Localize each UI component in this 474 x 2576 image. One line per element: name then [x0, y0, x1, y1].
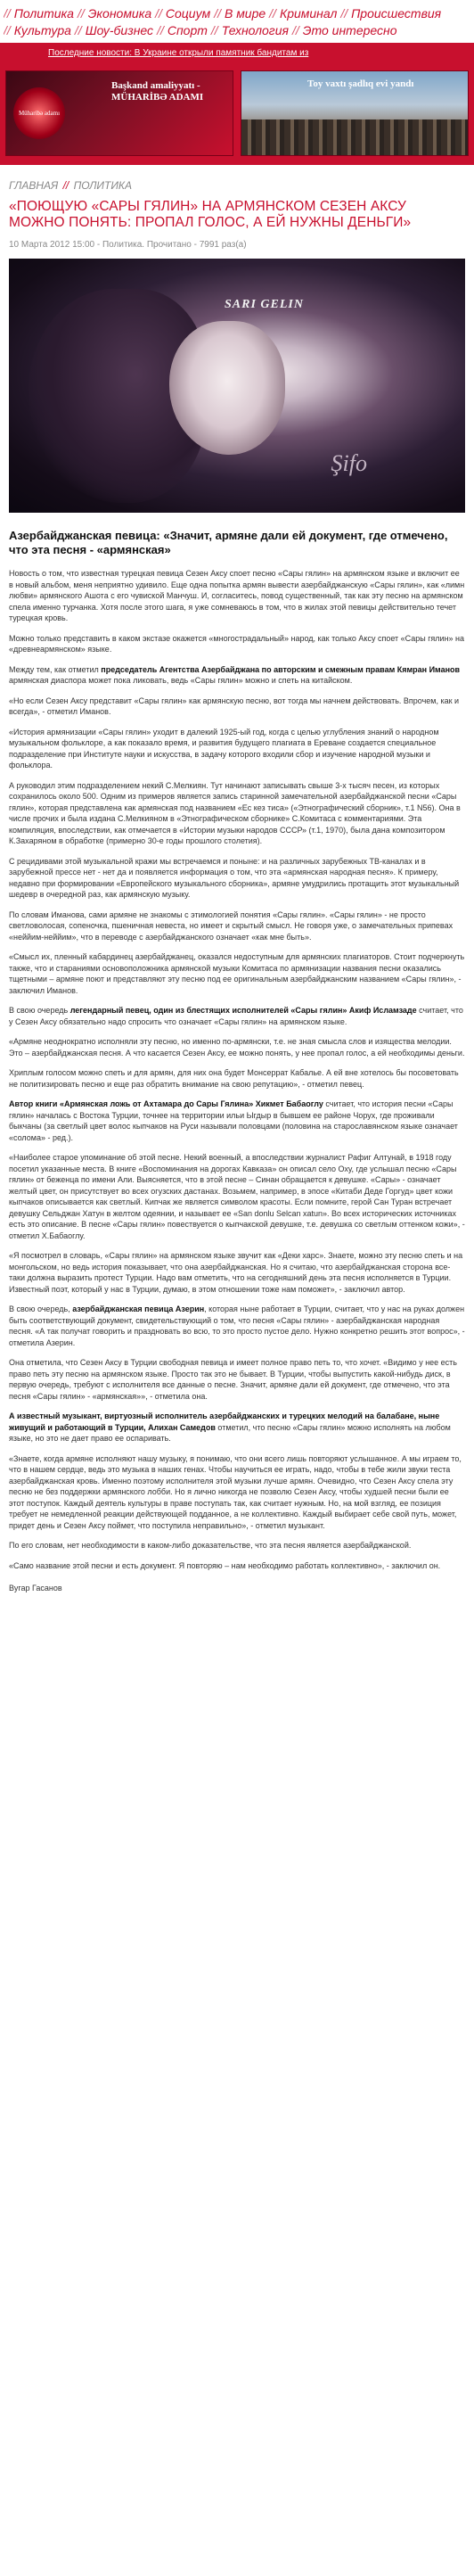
article-paragraph: Хриплым голосом можно спеть и для армян, для них она будет Монсеррат Кабалье. А ей вне хотелось бы посоветовать не политизировать песню и еще раз обратить внимание на свою репутацию», - отметил певец. — [9, 1068, 459, 1089]
nav-item[interactable]: Социум — [165, 6, 211, 21]
paragraph-emphasis: Автор книги «Армянская ложь от Ахтамара до Сары Гялина» Хикмет Бабаоглу — [9, 1099, 323, 1108]
article-subtitle: Азербайджанская певица: «Значит, армяне дали ей документ, где отмечено, что эта песня - «армянская» — [9, 529, 448, 556]
paragraph-text: отметил, что песню «Сары гялин» можно исполнять на любом языке, но это не дает право ее оспаривать. — [9, 1422, 451, 1443]
nav-separator: // — [4, 6, 11, 21]
article-paragraph — [9, 1411, 465, 1444]
paragraph-emphasis: азербайджанская певица Азерин — [72, 1304, 205, 1313]
nav-item[interactable]: Происшествия — [351, 6, 442, 21]
promo-title: Toy vaxtı şadlıq evi yandı — [307, 78, 414, 89]
article-paragraph: «Смысл их, пленный кабардинец азербайджанец, оказался недоступным для армянских плагиаторов. Стоит подчеркнуть также, что и стараниями основоположника армянской музыки Комитаса по армянизации названия песни оказались тщетными – армяне поют и представляют эту песню под ее оригинальным азербайджанским названием «Сары гялин», - заключил Иманов. — [9, 952, 465, 995]
promo-title: Başkand amaliyyatı -MÜHARİBƏ ADAMI — [111, 80, 204, 103]
promo-photo — [241, 119, 468, 155]
nav-row-1 — [4, 5, 472, 22]
paragraph-text: армянская диаспора может пока ликовать, ведь «Сары гялин» можно и спеть на китайском. — [9, 676, 353, 685]
nav-separator: // — [214, 6, 221, 21]
nav-separator: // — [77, 6, 85, 21]
nav-item[interactable]: Это интересно — [302, 23, 397, 37]
promo-card-wedding-hall[interactable] — [241, 70, 469, 156]
latest-news-ticker — [0, 45, 474, 62]
article-paragraph: С рецидивами этой музыкальной кражи мы встречаемся и поныне: и на различных зарубежных ТВ-каналах и в зарубежной прессе нет - нет да и появляется информация о том, что эта «армянская народная песня». К примеру, недавно при формировании «Европейского музыкального сборника», армяне умудрились протащить этот музыкальный шедевр в очередной раз, как армянскую музыку. — [9, 856, 460, 899]
article-paragraph: Можно только представить в каком экстазе окажется «многострадальный» народ, как только Аксу споет «Сары гялин» на «древнеармянском» языке. — [9, 633, 465, 654]
promo-card-war-man[interactable] — [5, 70, 233, 156]
nav-item[interactable]: Культура — [13, 23, 71, 37]
breadcrumb-separator: // — [62, 179, 69, 192]
paragraph-emphasis: председатель Агентства Азербайджана по авторским и смежным правам Кямран Иманов — [101, 664, 461, 674]
promo-banners — [0, 62, 474, 165]
nav-item[interactable]: Экономика — [87, 6, 152, 21]
nav-item[interactable]: Спорт — [167, 23, 208, 37]
paragraph-text: В свою очередь, — [9, 1304, 73, 1313]
nav-item[interactable]: Технология — [221, 23, 289, 37]
article-paragraph: По словам Иманова, сами армяне не знакомы с этимологией понятия «Сары гялин». «Сары гялин» - не просто светловолосая, сопеночка, пшеничная невеста, но имеет и скрытый смысл. Не говоря уже, о замечательных припевах «неййим-неййим», что в переводе с азербайджанского означает «как мне быть». — [9, 909, 454, 942]
article-paragraph: «Но если Сезен Аксу представит «Сары гялин» как армянскую песню, вот тогда мы начнем действовать. Впрочем, как и всегда», - отметил Иманов. — [9, 695, 460, 716]
promo-logo: Müharibə adamı — [13, 87, 65, 139]
nav-separator: // — [291, 23, 299, 37]
breadcrumb — [0, 165, 474, 197]
breadcrumb-home[interactable]: ГЛАВНАЯ — [9, 179, 59, 192]
article-paragraph: А руководил этим подразделением некий С.Мелкиян. Тут начинают записывать свыше 3-х тысяч песен, из которых сохранилось около 500. Одним из примеров является запись старинной замечательной азербайджанской песни «Сары гялин», которая представлена как армянская под названием «Ес кез тиса» («Этнографический сборник», т.1 N56). Она в числе прочих и была издана С.Мелкияном в «Этнографическом сборнике» С.Комитаса с комментариями. Эта компиляция, впоследствии, как отмечается в «Истории музыки народов СССР» (т.1, 1970), была дана композитором К.Захаряном в обработке (примерно 30-е годы прошлого столетия). — [9, 780, 461, 845]
image-caption: SARI GELIN — [225, 298, 304, 311]
latest-news-link[interactable]: Последние новости: В Украине открыли памятник бандитам из — [48, 48, 309, 58]
nav-item[interactable]: Шоу-бизнес — [85, 23, 154, 37]
paragraph-emphasis: А известный музыкант, виртуозный исполнитель азербайджанских и турецких мелодий на балабане, ныне живущий и работающий в Турции, Алихан Самедов — [9, 1411, 440, 1432]
image-signature: Şifo — [331, 450, 367, 476]
article-paragraphs — [9, 568, 465, 1571]
article-paragraph: По его словам, нет необходимости в каком-либо доказательстве, что эта песня является азербайджанской. — [9, 1541, 412, 1550]
image-face-shape — [169, 321, 285, 455]
nav-item[interactable]: Криминал — [279, 6, 338, 21]
article-paragraph: «Я посмотрел в словарь, «Сары гялин» на армянском языке звучит как «Деки харс». Знаете, можно эту песню спеть и на монгольском, но ведь история показывает, что она азербайджанская. Но я считаю, что азербайджанская сторона все-таки должна выразить протест Турции. Надо вам отметить, что на сегодняшний день эта песня исполняется в Турции. Известный поэт, который у нас в Турции, думаю, в этом отношении тоже нам поможет», - заключил автор. — [9, 1251, 463, 1294]
article-paragraph: «Само название этой песни и есть документ. Я повторяю – нам необходимо работать коллективно», - заключил он. — [9, 1560, 441, 1570]
article-author: Вугар Гасанов — [9, 1584, 62, 1593]
paragraph-text: , которая ныне работает в Турции, считает, что у нас на руках должен быть соответствующий документ, свидетельствующий о том, что песня «Сары гялин» - азербайджанская народная песня. «А так получат говорить и праздновать во всю, то это просто пустое дело. Нужно конкретно решить этот вопрос», - отметила Азерин. — [9, 1304, 465, 1347]
nav-separator: // — [340, 6, 348, 21]
article-meta: 10 Марта 2012 15:00 - Политика. Прочитано - 7991 раз(а) — [9, 240, 247, 250]
nav-item[interactable]: Политика — [13, 6, 74, 21]
article-paragraph — [9, 1005, 465, 1027]
article-paragraph — [9, 664, 465, 687]
nav-separator: // — [74, 23, 82, 37]
paragraph-text: Между тем, как отметил — [9, 664, 102, 674]
nav-separator: // — [269, 6, 276, 21]
paragraph-text: считает, что у Сезен Аксу обязательно надо спросить что означает «Сары гялин» на армянском языке. — [9, 1006, 463, 1026]
nav-separator: // — [157, 23, 164, 37]
article-paragraph — [9, 1304, 465, 1348]
article-image — [9, 259, 465, 513]
nav-item[interactable]: В мире — [224, 6, 266, 21]
article-paragraph — [9, 1099, 465, 1143]
article-title: «ПОЮЩУЮ «САРЫ ГЯЛИН» НА АРМЯНСКОМ СЕЗЕН АКСУ МОЖНО ПОНЯТЬ: ПРОПАЛ ГОЛОС, А ЕЙ НУЖНЫ ДЕНЬГИ» — [9, 199, 412, 230]
paragraph-emphasis: легендарный певец, один из блестящих исполнителей «Сары гялин» Акиф Исламзаде — [69, 1006, 417, 1015]
article-paragraph: «Наиболее старое упоминание об этой песне. Некий военный, а впоследствии журналист Рафиг Алтунай, в 1918 году посетил указанные места. В книге «Воспоминания на дорогах Кавказа» он описал село Оху, где услышал песню «Сары гялин» от беженца по имени Али. Выясняется, что в этой песне – Синан обращается к девушке. «Сары» - означает желтый цвет, он присутствует во всех огузских дастанах. Возьмем, например, в эпосе «Китаби Деде Горгуд» цвет кожи кыпчаков описывается как светлый. Кипчак же является символом красоты. Если помните, герой Сан Туран встречает девушку Сельджан Хатун в желтом одеянии, и называет ее «San donlu Selcan xatun». Во всех исторических источниках есть это описание. В песне «Сары гялин» повествуется о кыпчакской девушке, т.е. девушка со светлым оттенком кожи», - отметил Х.Бабаоглу. — [9, 1153, 465, 1240]
article-paragraph: «История армянизации «Сары гялин» уходит в далекий 1925-ый год, когда с целью углубления знаний о народном музыкальном фольклоре, а как показало время, и развития будущего плагиата в Ереване создается специальное подразделение при Институте науки и искусства, в задачу которого входили сбор и изучение народной музыки и фольклора. — [9, 727, 439, 770]
article-paragraph: Новость о том, что известная турецкая певица Сезен Аксу споет песню «Сары гялин» на армянском языке и включит ее в новый альбом, меня неприятно удивило. Еще одна попытка армян вывести азербайджанскую «Сары гялин», как «лимн любви» армянского Ашота с его чувиской Манчуш. И, согласитесь, повод существенный, так как эту песню на армянском спела именно турчанка. Хотя после этого шага, я уже сомневаюсь в том, что в жилах этой певицы действительно течет турецкая кровь. — [9, 569, 465, 622]
nav-row-2 — [4, 22, 472, 39]
article-body — [0, 529, 474, 1593]
breadcrumb-section[interactable]: ПОЛИТИКА — [73, 179, 133, 192]
paragraph-text: считает, что история песни «Сары гялин» началась с Востока Турции, точнее на территории ильи Ыгдыр в бывшем ее районе Чорух, где проживали быкчаны (за светлый цвет волос кыпчаков на Руси называли половцами (половина на старославянском языке означает «солома» - ред.). — [9, 1099, 458, 1142]
article-paragraph: «Армяне неоднократно исполняли эту песню, но именно по-армянски, т.е. не зная смысла слов и изящества мелодии. Это – азербайджанская песня. А что касается Сезен Аксу, ее можно понять, у нее пропал голос, а ей необходимы деньги. — [9, 1037, 465, 1058]
article-paragraph: Она отметила, что Сезен Аксу в Турции свободная певица и имеет полное право петь то, что хочет. «Видимо у нее есть право петь эту песню на армянском языке. Просто так это не бывает. В Турции, чтобы выпустить какой-нибудь диск, в первую очередь, требуют с исполнителя все данные о песне. Значит, армяне дали ей документ, где отмечено, что эта песня «Сары гялин» - «армянская»», - отметила она. — [9, 1358, 457, 1401]
paragraph-text: В свою очередь — [9, 1006, 70, 1015]
article-paragraph: «Знаете, когда армяне исполняют нашу музыку, я понимаю, что они всего лишь повторяют услышанное. А мы играем то, что в нашем сердце, ведь это музыка в наших генах. Чтобы научиться ее играть, надо, чтобы в тебе жили звуки теста азербайджанская кровь. Именно поэтому исполнителя этой музыки лучше армян. Очевидно, что Сезен Аксу спела эту песню не без поддержки армянского лобби. Но я лично никогда не позволю Сезен Аксу, чтобы худшей песни были ее этот поступок. Каждый деятель культуры в праве поступать так, как считает нужным. Но, на мой взгляд, ее позиция требует не немедленной реакции действующей подданное, а не коллективно. Каждый выбирает себе свой путь, может, придет день и Сезен Аксу поймет, что поступила неправильно», - отметил музыкант. — [9, 1453, 462, 1530]
nav-separator: // — [155, 6, 162, 21]
nav-separator: // — [210, 23, 218, 37]
nav-separator: // — [4, 23, 11, 37]
top-navigation — [0, 0, 474, 45]
